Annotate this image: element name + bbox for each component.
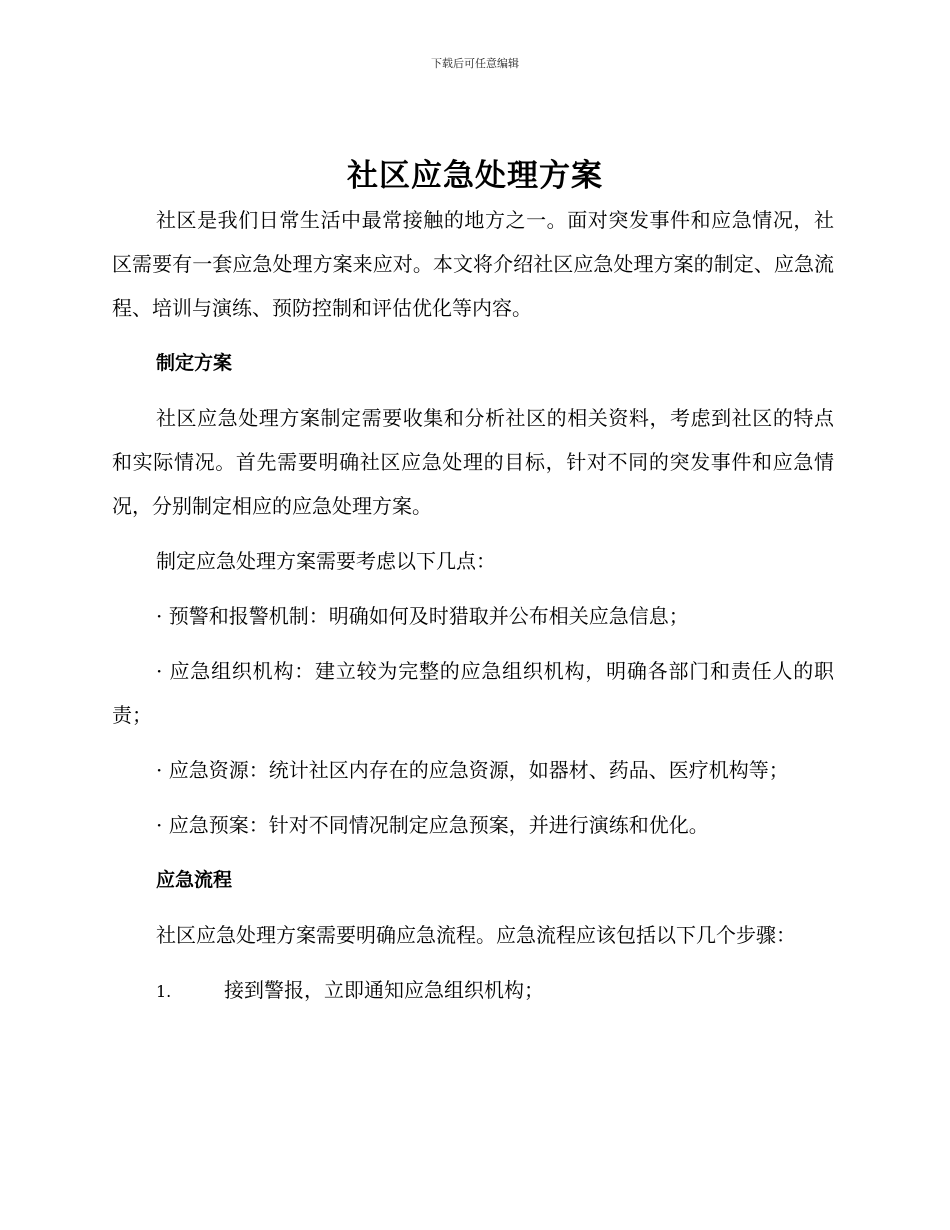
- intro-paragraph: 社区是我们日常生活中最常接触的地方之一。面对突发事件和应急情况，社区需要有一套应急处理方案来应对。本文将介绍社区应急处理方案的制定、应急流程、培训与演练、预防控制和评估优化等内容。: [112, 208, 834, 320]
- section-heading-process: 应急流程: [156, 869, 233, 891]
- process-paragraph: 社区应急处理方案需要明确应急流程。应急流程应该包括以下几个步骤：: [156, 923, 796, 947]
- document-title: 社区应急处理方案: [347, 158, 603, 194]
- header-note: 下载后可任意编辑: [431, 57, 519, 70]
- plan-paragraph: 社区应急处理方案制定需要收集和分析社区的相关资料，考虑到社区的特点和实际情况。首先需要明确社区应急处理的目标，针对不同的突发事件和应急情况，分别制定相应的应急处理方案。: [112, 406, 834, 518]
- bullet-item: · 应急组织机构：建立较为完整的应急组织机构，明确各部门和责任人的职责；: [112, 659, 834, 727]
- step-number: 1.: [156, 982, 172, 1001]
- numbered-step: [112, 968, 834, 1014]
- bullet-item: · 应急资源：统计社区内存在的应急资源，如器材、药品、医疗机构等；: [156, 758, 789, 782]
- bullet-item: · 应急预案：针对不同情况制定应急预案，并进行演练和优化。: [156, 813, 709, 837]
- bullet-item: · 预警和报警机制：明确如何及时猎取并公布相关应急信息；: [156, 604, 689, 628]
- section-heading-plan: 制定方案: [156, 352, 233, 374]
- document-body: [112, 198, 834, 1014]
- step-text: 接到警报，立即通知应急组织机构；: [224, 978, 544, 1002]
- plan-considerations-intro: 制定应急处理方案需要考虑以下几点：: [156, 549, 496, 573]
